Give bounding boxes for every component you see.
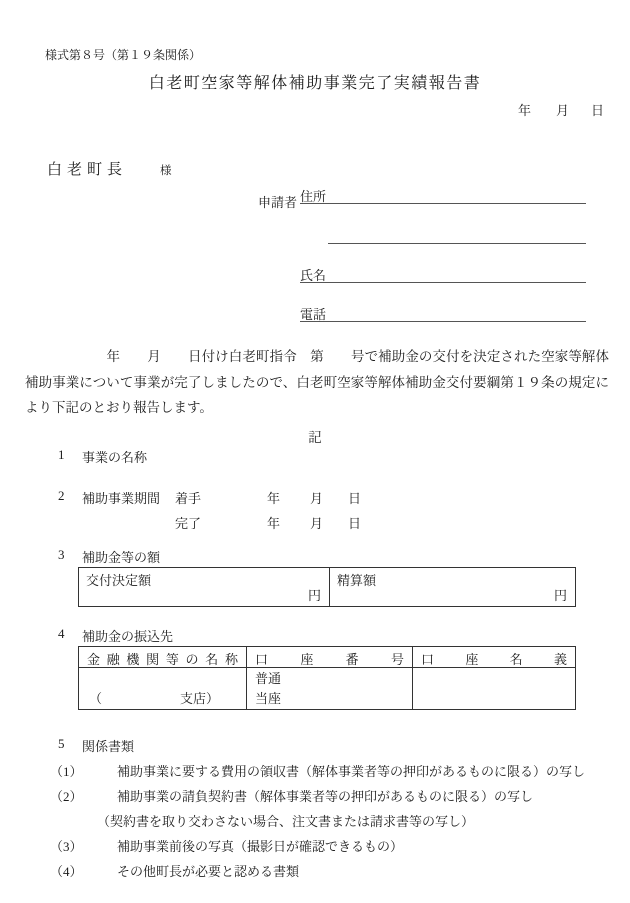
document4-text: その他町長が必要と認める書類 xyxy=(117,864,300,879)
bank-name-header: 金融機関等の名称 xyxy=(87,652,238,667)
settlement-amount-cell[interactable] xyxy=(330,568,575,606)
date-day-label: 日 xyxy=(591,103,605,118)
addressee-name: 白老町長 xyxy=(47,162,128,178)
account-number-header: 口座番号 xyxy=(255,652,404,667)
applicant-label: 申請者 xyxy=(258,195,298,210)
item2-number: 2 xyxy=(58,488,65,503)
branch-placeholder: （ 支店） xyxy=(89,691,220,706)
bank-transfer-table xyxy=(78,646,576,710)
item4-label: 補助金の振込先 xyxy=(82,629,174,644)
account-holder-input-cell[interactable] xyxy=(413,668,575,709)
document2-number: （2） xyxy=(50,789,83,804)
account-holder-header-cell xyxy=(413,647,575,667)
record-marker: 記 xyxy=(308,430,322,445)
document3-number: （3） xyxy=(50,839,83,854)
start-day-label: 日 xyxy=(348,491,362,506)
form-number: 様式第８号（第１９条関係） xyxy=(45,48,202,62)
bank-name-input-cell[interactable] xyxy=(79,668,247,709)
document4-number: （4） xyxy=(50,864,83,879)
applicant-name-field[interactable] xyxy=(300,269,586,283)
document1-text: 補助事業に要する費用の領収書（解体事業者等の押印があるものに限る）の写し xyxy=(117,764,586,779)
addressee-honorific: 様 xyxy=(160,165,172,177)
page-title: 白老町空家等解体補助事業完了実績報告書 xyxy=(148,75,482,92)
start-month-label: 月 xyxy=(310,491,324,506)
grant-decision-amount-header: 交付決定額 xyxy=(86,573,152,588)
account-number-header-cell xyxy=(247,647,413,667)
phone-label: 電話 xyxy=(300,307,327,322)
account-holder-header: 口座名義 xyxy=(421,652,567,667)
grant-decision-amount-cell[interactable] xyxy=(79,568,330,606)
item1-number: 1 xyxy=(58,447,65,462)
subsidy-amount-table xyxy=(78,567,576,607)
end-day-label: 日 xyxy=(348,516,362,531)
period-end-label: 完了 xyxy=(175,516,202,531)
account-number-input-cell[interactable] xyxy=(247,668,413,709)
item1-label: 事業の名称 xyxy=(82,450,148,465)
document1-number: （1） xyxy=(50,764,83,779)
item5-label: 関係書類 xyxy=(82,739,135,754)
item5-number: 5 xyxy=(58,736,65,751)
date-month-label: 月 xyxy=(556,103,570,118)
applicant-address-field[interactable] xyxy=(300,190,586,204)
item3-number: 3 xyxy=(58,547,65,562)
bank-name-header-cell xyxy=(79,647,247,667)
date-year-label: 年 xyxy=(518,103,532,118)
name-label: 氏名 xyxy=(300,268,327,283)
yen-unit-label: 円 xyxy=(307,588,321,603)
applicant-address-field-line2[interactable] xyxy=(328,230,586,244)
end-year-label: 年 xyxy=(267,516,281,531)
document3-text: 補助事業前後の写真（撮影日が確認できるもの） xyxy=(117,839,404,854)
item3-label: 補助金等の額 xyxy=(82,550,161,565)
bank-table-header-row xyxy=(79,647,575,668)
item4-number: 4 xyxy=(58,626,65,641)
body-paragraph: 年 月 日付け白老町指令 第 号で補助金の交付を決定された空家等解体補助事業について事業が完了しましたので、白老町空家等解体補助金交付要綱第１９条の規定により下記のとおり報告します。 xyxy=(25,349,609,415)
address-label: 住所 xyxy=(300,189,327,204)
document2-text: 補助事業の請負契約書（解体事業者等の押印があるものに限る）の写し xyxy=(117,789,534,804)
bank-table-body-row xyxy=(79,668,575,709)
period-start-label: 着手 xyxy=(175,491,202,506)
document2-note-text: （契約書を取り交わさない場合、注文書または請求書等の写し） xyxy=(97,814,475,829)
item2-label: 補助事業期間 xyxy=(82,491,161,506)
settlement-amount-header: 精算額 xyxy=(337,573,377,588)
yen-unit-label: 円 xyxy=(553,588,567,603)
end-month-label: 月 xyxy=(310,516,324,531)
start-year-label: 年 xyxy=(267,491,281,506)
account-type-ordinary: 普通 xyxy=(255,671,282,686)
applicant-phone-field[interactable] xyxy=(300,308,586,322)
account-type-current: 当座 xyxy=(255,691,282,706)
